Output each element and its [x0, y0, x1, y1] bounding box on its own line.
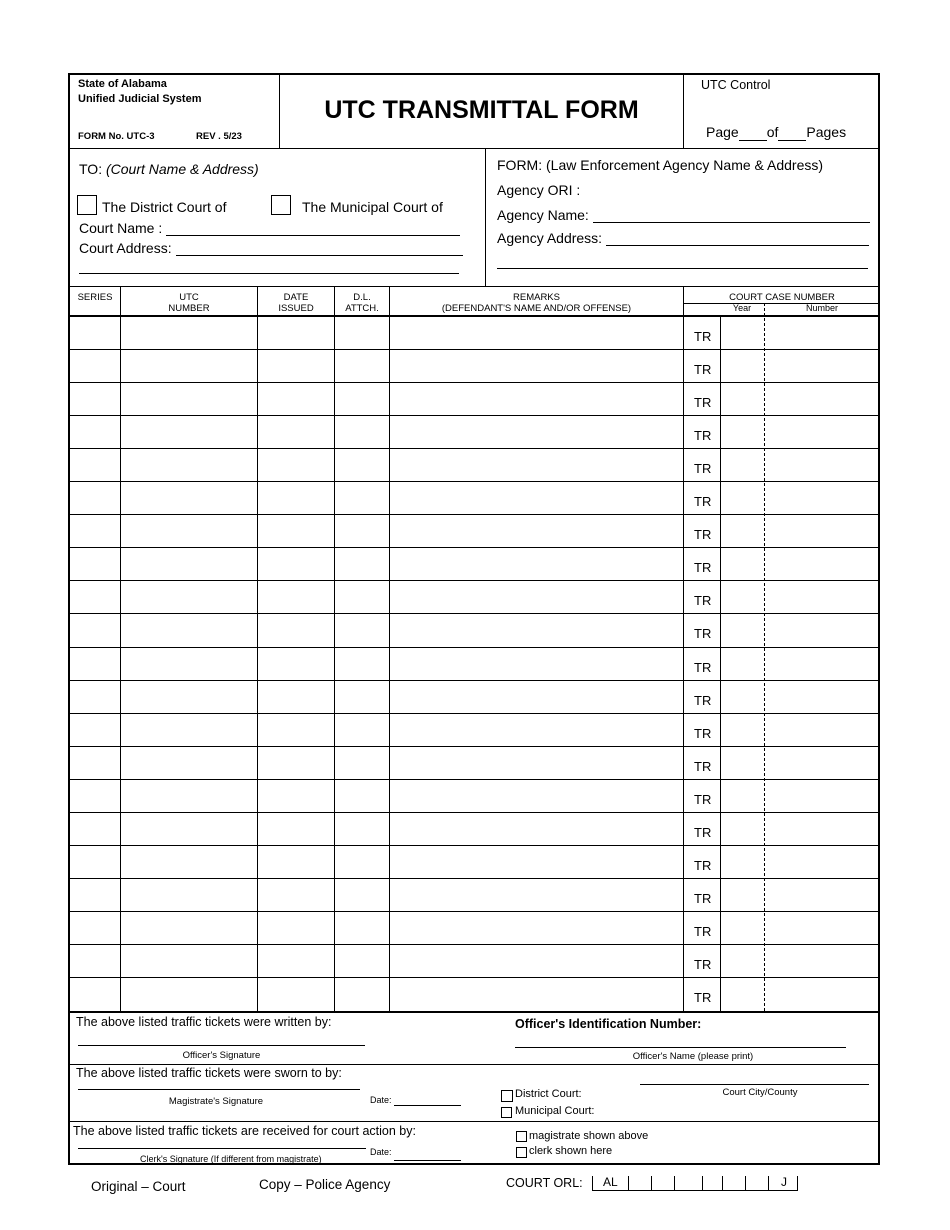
col-remarks-header-1: REMARKS: [513, 292, 560, 303]
table-row[interactable]: [70, 779, 880, 812]
page-label: Page: [706, 124, 739, 140]
col-number-header: Number: [805, 303, 838, 313]
col-dl-header-1: D.L.: [353, 292, 371, 303]
table-row[interactable]: [70, 746, 880, 779]
table-row[interactable]: [70, 647, 880, 680]
agency-address-field-2[interactable]: [497, 268, 868, 269]
case-prefix-label: TR: [694, 329, 712, 344]
form-title: UTC TRANSMITTAL FORM: [324, 96, 639, 124]
pages-label: Pages: [806, 124, 847, 140]
officer-signature-caption: Officer's Signature: [182, 1050, 261, 1061]
table-row[interactable]: [70, 680, 880, 713]
table-row[interactable]: [70, 448, 880, 481]
row-divider: [69, 680, 880, 681]
col-dl-header-2: ATTCH.: [345, 303, 379, 314]
row-divider: [69, 911, 880, 912]
municipal-court-checkbox[interactable]: [271, 195, 291, 215]
row-divider: [69, 547, 880, 548]
row-divider: [69, 613, 880, 614]
agency-name-label: Agency Name:: [497, 207, 589, 223]
district-court-sworn-checkbox[interactable]: [501, 1090, 513, 1102]
row-divider: [69, 845, 880, 846]
sworn-to-by-label: The above listed traffic tickets were sworn to by:: [76, 1066, 342, 1080]
orl-tick-3: [674, 1176, 675, 1190]
magistrate-shown-checkbox[interactable]: [516, 1131, 527, 1142]
table-row[interactable]: [70, 580, 880, 613]
district-court-sworn-label: District Court:: [515, 1088, 582, 1100]
case-prefix-label: TR: [694, 759, 712, 774]
table-row[interactable]: [70, 878, 880, 911]
form-number: FORM No. UTC-3: [78, 131, 155, 142]
row-divider: [69, 349, 880, 350]
clerk-shown-checkbox[interactable]: [516, 1147, 527, 1158]
case-prefix-label: TR: [694, 792, 712, 807]
table-row[interactable]: [70, 547, 880, 580]
col-date-header-1: DATE: [283, 292, 309, 303]
table-row[interactable]: [70, 415, 880, 448]
col-year-header: Year: [732, 303, 752, 313]
magistrate-signature-caption: Magistrate's Signature: [168, 1096, 264, 1107]
magistrate-shown-label: magistrate shown above: [529, 1130, 649, 1142]
table-row[interactable]: [70, 812, 880, 845]
orl-tick-7: [768, 1176, 769, 1190]
case-prefix-label: TR: [694, 362, 712, 377]
municipal-court-sworn-checkbox[interactable]: [501, 1107, 512, 1118]
row-divider: [69, 580, 880, 581]
police-copy-label: Copy – Police Agency: [259, 1177, 391, 1192]
original-copy-label: Original – Court: [91, 1179, 186, 1194]
case-prefix-label: TR: [694, 858, 712, 873]
case-prefix-label: TR: [694, 626, 712, 641]
table-bottom-line: [69, 1011, 880, 1013]
court-name-field[interactable]: [166, 235, 460, 236]
orl-suffix: J: [781, 1175, 787, 1189]
to-label: TO:: [79, 161, 103, 177]
row-divider: [69, 514, 880, 515]
orl-prefix: AL: [603, 1175, 618, 1189]
header-divider-right: [683, 74, 684, 149]
clerk-signature-field[interactable]: [78, 1148, 366, 1149]
table-row[interactable]: [70, 944, 880, 977]
state-name: State of Alabama: [78, 78, 167, 90]
col-utc-header-1: UTC: [179, 292, 199, 303]
table-row[interactable]: [70, 911, 880, 944]
sworn-date-label: Date:: [370, 1095, 392, 1105]
to-hint: (Court Name & Address): [105, 161, 259, 177]
table-row[interactable]: [70, 514, 880, 547]
case-prefix-label: TR: [694, 395, 712, 410]
case-prefix-label: TR: [694, 891, 712, 906]
row-divider: [69, 779, 880, 780]
case-prefix-label: TR: [694, 428, 712, 443]
court-orl-field[interactable]: [592, 1174, 798, 1191]
case-prefix-label: TR: [694, 693, 712, 708]
municipal-court-sworn-label: Municipal Court:: [515, 1105, 595, 1117]
orl-tick-6: [745, 1176, 746, 1190]
row-divider: [69, 481, 880, 482]
case-prefix-label: TR: [694, 924, 712, 939]
case-prefix-label: TR: [694, 527, 712, 542]
table-row[interactable]: [70, 316, 880, 349]
row-divider: [69, 746, 880, 747]
case-prefix-label: TR: [694, 461, 712, 476]
page-count: [706, 124, 846, 141]
case-prefix-label: TR: [694, 660, 712, 675]
col-case-number-header: COURT CASE NUMBER: [729, 292, 835, 303]
row-divider: [69, 382, 880, 383]
agency-ori-label: Agency ORI :: [497, 182, 581, 198]
row-divider: [69, 647, 880, 648]
court-address-label: Court Address:: [79, 240, 172, 256]
written-by-label: The above listed traffic tickets were written by:: [76, 1015, 332, 1029]
case-prefix-label: TR: [694, 494, 712, 509]
table-row[interactable]: [70, 613, 880, 646]
court-name-label: Court Name :: [79, 220, 163, 236]
case-prefix-label: TR: [694, 726, 712, 741]
col-date-header-2: ISSUED: [278, 303, 314, 314]
magistrate-signature-field[interactable]: [78, 1089, 360, 1090]
table-row[interactable]: [70, 481, 880, 514]
table-row[interactable]: [70, 713, 880, 746]
table-top-line: [69, 286, 880, 287]
case-prefix-label: TR: [694, 990, 712, 1005]
court-address-field-2[interactable]: [79, 273, 459, 274]
clerk-date-field[interactable]: [394, 1160, 461, 1161]
page-number-field[interactable]: [739, 124, 767, 141]
sworn-date-field[interactable]: [394, 1105, 461, 1106]
address-divider: [485, 149, 486, 286]
col-remarks-header-2: (DEFENDANT'S NAME AND/OR OFFENSE): [441, 303, 632, 314]
table-row[interactable]: [70, 349, 880, 382]
court-city-field[interactable]: [640, 1084, 869, 1085]
case-prefix-label: TR: [694, 593, 712, 608]
orl-tick-2: [651, 1176, 652, 1190]
orl-tick-8: [797, 1176, 798, 1190]
row-divider: [69, 944, 880, 945]
to-heading: [79, 161, 259, 177]
orl-tick-5: [722, 1176, 723, 1190]
clerk-date-label: Date:: [370, 1147, 392, 1157]
district-court-label: The District Court of: [102, 199, 227, 215]
header-bottom-line: [69, 148, 880, 149]
district-court-checkbox[interactable]: [77, 195, 97, 215]
total-pages-field[interactable]: [778, 124, 806, 141]
court-orl-label: COURT ORL:: [506, 1176, 583, 1190]
officer-id-label: Officer's Identification Number:: [515, 1017, 702, 1031]
orl-tick-1: [628, 1176, 629, 1190]
officer-signature-field[interactable]: [78, 1045, 365, 1046]
row-divider: [69, 977, 880, 978]
form-revision: REV . 5/23: [196, 131, 242, 142]
agency-address-label: Agency Address:: [497, 230, 603, 246]
court-city-caption: Court City/County: [722, 1087, 798, 1098]
col-utc-header-2: NUMBER: [168, 303, 210, 314]
table-row[interactable]: [70, 382, 880, 415]
sworn-top-line: [69, 1064, 880, 1065]
row-divider: [69, 812, 880, 813]
court-address-field[interactable]: [176, 255, 463, 256]
of-label: of: [766, 124, 779, 140]
case-prefix-label: TR: [694, 560, 712, 575]
clerk-shown-label: clerk shown here: [529, 1145, 613, 1157]
utc-control-label: UTC Control: [701, 78, 771, 92]
officer-name-field[interactable]: [515, 1047, 846, 1048]
received-by-label: The above listed traffic tickets are received for court action by:: [73, 1124, 416, 1138]
table-row[interactable]: [70, 845, 880, 878]
orl-tick-4: [702, 1176, 703, 1190]
agency-address-field[interactable]: [606, 245, 869, 246]
orl-baseline: [592, 1190, 798, 1191]
case-prefix-label: TR: [694, 957, 712, 972]
row-divider: [69, 878, 880, 879]
case-prefix-label: TR: [694, 825, 712, 840]
clerk-signature-caption: Clerk's Signature (If different from magistrate): [140, 1154, 322, 1164]
from-heading: FORM: (Law Enforcement Agency Name & Address): [497, 157, 824, 173]
system-name: Unified Judicial System: [78, 93, 202, 105]
orl-tick-0: [592, 1176, 593, 1190]
row-divider: [69, 713, 880, 714]
agency-name-field[interactable]: [593, 222, 870, 223]
municipal-court-label: The Municipal Court of: [302, 199, 443, 215]
table-row[interactable]: [70, 977, 880, 1010]
received-top-line: [69, 1121, 880, 1122]
officer-name-caption: Officer's Name (please print): [632, 1051, 754, 1062]
row-divider: [69, 448, 880, 449]
col-series-header: SERIES: [77, 292, 113, 303]
row-divider: [69, 415, 880, 416]
